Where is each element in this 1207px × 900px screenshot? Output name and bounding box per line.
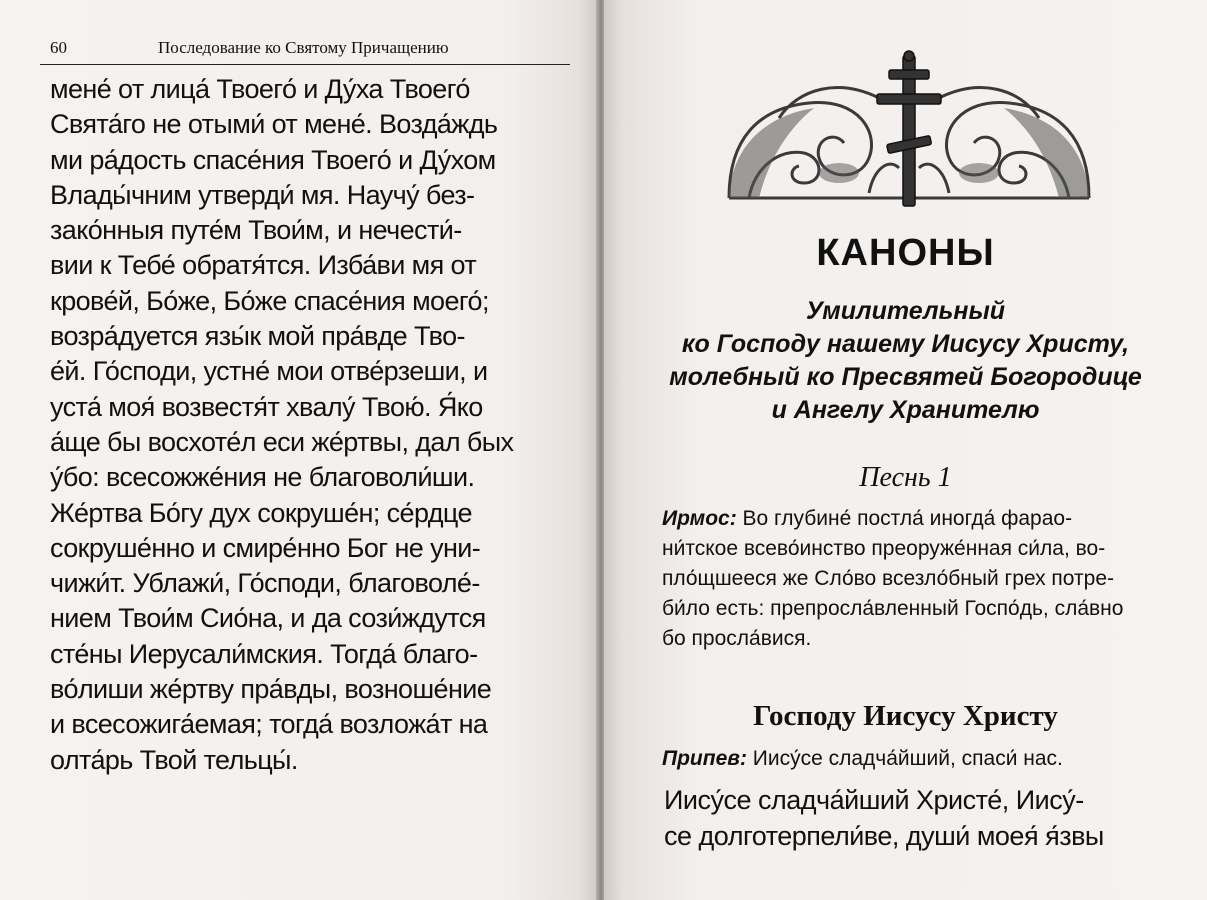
text-line: сокруше́нно и смире́нно Бог не уни- (50, 532, 481, 563)
text-line: крове́й, Бо́же, Бо́же спасе́ния моего́; (50, 285, 489, 316)
text-line: и всесожига́емая; тогда́ возложа́т на (50, 709, 488, 740)
text-line: Иису́се сладча́йший Христе́, Иису́- (664, 785, 1084, 815)
text-line: Свята́го не отыми́ от мене́. Возда́ждь (50, 109, 498, 140)
irmos-text: Во глубине́ постла́ иногда́ фарао- (736, 507, 1073, 530)
text-line: зако́нныя путе́м Твои́м, и нечести́- (50, 215, 462, 246)
song-title: Песнь 1 (859, 462, 952, 493)
refrain-text: Иису́се сладча́йший, спаси́ нас. (746, 747, 1063, 770)
canon-section-title: Господу Иисусу Христу (753, 700, 1058, 732)
text-line: се долготерпели́ве, души́ моея́ я́звы (664, 821, 1104, 851)
subtitle-line: и Ангелу Хранителю (771, 396, 1040, 424)
irmos-line: ни́тское всево́инство преоруже́нная си́ла, во- (662, 537, 1106, 560)
subtitle-line: ко Господу нашему Иисусу Христу, (681, 330, 1130, 358)
text-line: а́ще бы восхоте́л еси же́ртвы, дал бых (50, 426, 514, 457)
irmos-line: бо просла́вися. (662, 627, 812, 650)
canons-subtitle (604, 295, 1207, 427)
text-line: возра́дуется язы́к мой пра́вде Тво- (50, 321, 465, 352)
irmos-line: би́ло есть: препросла́вленный Госпо́дь, сла́вно (662, 597, 1124, 620)
text-line: уста́ моя́ возвестя́т хвалу́ Твою́. Я́ко (50, 391, 483, 422)
irmos-line: пло́щшееся же Сло́во всезло́бный грех потре- (662, 567, 1114, 590)
text-line: чижи́т. Ублажи́, Го́споди, благоволе́- (50, 568, 480, 599)
subtitle-line: Умилительный (805, 297, 1006, 325)
text-line: нием Твои́м Сио́на, и да сози́ждутся (50, 603, 486, 634)
page-number: 60 (50, 38, 67, 57)
text-line: Влады́чним утверди́ мя. Научу́ без- (50, 179, 475, 210)
irmos-line (662, 504, 1152, 534)
subtitle-line: молебный ко Пресвятей Богородице (669, 363, 1142, 391)
refrain-line (662, 744, 1152, 774)
text-line: олта́рь Твой тельцы́. (50, 744, 298, 775)
psalm-text (50, 72, 570, 778)
left-page (0, 0, 598, 900)
refrain-label: Припев: (662, 747, 747, 770)
canon-text (664, 782, 1154, 854)
text-line: вии к Тебе́ обратя́тся. Изба́ви мя от (50, 250, 477, 281)
text-line: мене́ от лица́ Твоего́ и Ду́ха Твоего́ (50, 74, 470, 104)
orthodox-cross-headpiece-icon (719, 48, 1099, 208)
text-line: во́лиши же́ртву пра́вды, возноше́ние (50, 674, 492, 705)
running-title: Последование ко Святому Причащению (158, 38, 449, 57)
text-line: ми ра́дость спасе́ния Твоего́ и Ду́хом (50, 144, 496, 175)
right-page (604, 0, 1207, 900)
section-heading: КАНОНЫ (816, 232, 995, 274)
irmos-paragraph (662, 504, 1152, 654)
irmos-label: Ирмос: (662, 507, 737, 530)
show-through-shadow (644, 92, 651, 122)
text-line: Же́ртва Бо́гу дух сокруше́н; се́рдце (50, 497, 472, 528)
text-line: у́бо: всесожже́ния не благоволи́ши. (50, 462, 475, 493)
running-header (40, 36, 570, 65)
text-line: сте́ны Иерусали́мския. Тогда́ благо- (50, 638, 478, 669)
text-line: е́й. Го́споди, устне́ мои отве́рзеши, и (50, 356, 488, 387)
